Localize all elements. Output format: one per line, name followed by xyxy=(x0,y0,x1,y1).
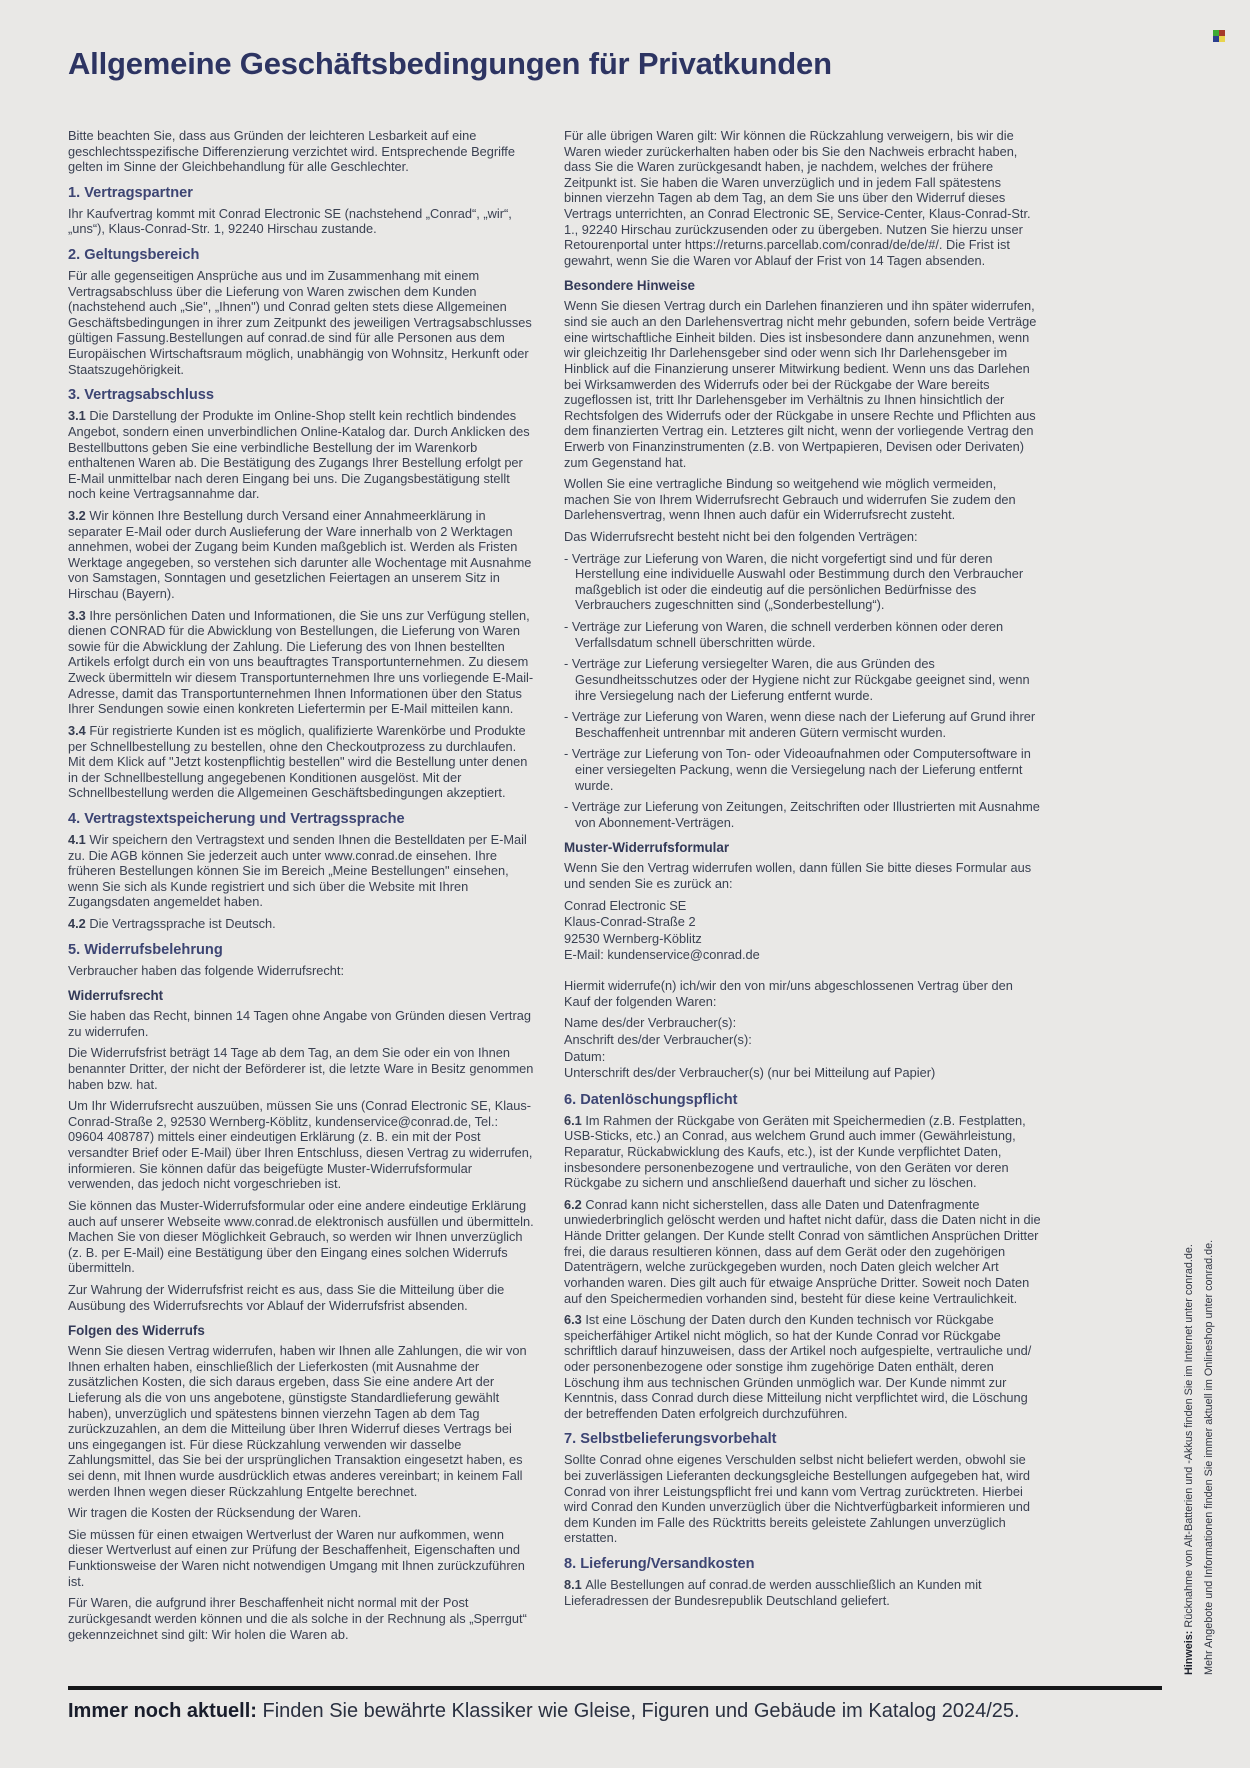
dash-list-item: - Verträge zur Lieferung von Waren, die schnell verderben können oder deren Verfallsdatum schnell überschritten würde. xyxy=(564,619,1004,650)
paragraph: Sollte Conrad ohne eigenes Verschulden selbst nicht beliefert werden, obwohl sie bei zuverlässigen Lieferanten deckungsgleiche Bestellungen aufgegeben hat, wird Conrad von ihrer Leistungspflicht frei und kann vom Vertrag zurücktreten. Hierbei wird Conrad den Kunden unverzüglich über die Nichtverfügbarkeit informieren und dem Kunden im Falle des Rücktritts bereits geleistete Zahlungen unverzüglich erstatten. xyxy=(564,1452,1030,1546)
paragraph: Wir tragen die Kosten der Rücksendung der Waren. xyxy=(68,1505,362,1521)
terms-content xyxy=(68,128,1042,1673)
right-column xyxy=(564,128,1042,1673)
paragraph: 3.1 Die Darstellung der Produkte im Online-Shop stellt kein rechtlich bindendes Angebot, sondern einen unverbindlichen Online-Katalog dar. Durch Anklicken des Bestellbuttons geben Sie eine verbindliche Bestellung der im Warenkorb enthaltenen Waren ab. Die Bestätigung des Zugangs Ihrer Bestellung erfolgt per E-Mail unmittelbar nach deren Eingang bei uns. Die Zugangsbestätigung stellt noch keine Vertragsannahme dar. xyxy=(68,408,530,502)
section-heading: 4. Vertragstextspeicherung und Vertragssprache xyxy=(68,810,405,827)
paragraph: Für alle gegenseitigen Ansprüche aus und im Zusammenhang mit einem Vertragsabschluss über die Lieferung von Waren zwischen dem Kunden (nachstehend auch „Sie", „Ihnen") und Conrad gelten stets diese Allgemeinen Geschäftsbedingungen in ihrer zum Zeitpunkt des jeweiligen Vertragsabschlusses gültigen Fassung.Bestellungen auf conrad.de sind für alle Personen aus dem Europäischen Wirtschaftsraum möglich, unabhängig von Wohnsitz, Herkunft oder Staatszugehörigkeit. xyxy=(68,268,532,377)
paragraph: Sie haben das Recht, binnen 14 Tagen ohne Angabe von Gründen diesen Vertrag zu widerrufen. xyxy=(68,1008,531,1039)
section-heading: 1. Vertragspartner xyxy=(68,184,193,201)
paragraph: Wenn Sie den Vertrag widerrufen wollen, dann füllen Sie bitte dieses Formular aus und senden Sie es zurück an: xyxy=(564,860,1032,891)
footer-divider xyxy=(68,1686,1162,1690)
color-grid-cell-yellow xyxy=(1219,36,1225,42)
paragraph: Für Waren, die aufgrund ihrer Beschaffenheit nicht normal mit der Post zurückgesandt werden können und die als solche in der Rechnung als „Sperrgut“ gekennzeichnet sind gilt: Wir holen die Waren ab. xyxy=(68,1595,527,1642)
footer-highlight: Immer noch aktuell: xyxy=(68,1700,257,1722)
sub-heading: Widerrufsrecht xyxy=(68,988,164,1004)
address-block: Name des/der Verbraucher(s): Anschrift des/der Verbraucher(s): Datum: Unterschrift des/der Verbraucher(s) (nur bei Mitteilung auf Papier) xyxy=(564,1015,936,1081)
side-note-vertical xyxy=(1180,1140,1228,1675)
footer-message: Finden Sie bewährte Klassiker wie Gleise, Figuren und Gebäude im Katalog 2024/25. xyxy=(256,1700,1020,1722)
dash-list xyxy=(564,551,1042,831)
paragraph: Für alle übrigen Waren gilt: Wir können die Rückzahlung verweigern, bis wir die Waren wieder zurückerhalten haben oder bis Sie den Nachweis erbracht haben, dass Sie die Waren zurückgesandt haben, je nachdem, welches der frühere Zeitpunkt ist. Sie haben die Waren unverzüglich und in jedem Fall spätestens binnen vierzehn Tagen ab dem Tag, an dem Sie uns über den Widerruf dieses Vertrags unterrichten, an Conrad Electronic SE, Service-Center, Klaus-Conrad-Str. 1., 92240 Hirschau zurückzusenden oder zu übergeben. Nutzen Sie hierzu unser Retourenportal unter https://returns.parcellab.com/conrad/de/de/#/. Die Frist ist gewahrt, wenn Sie die Waren vor Ablauf der Frist von 14 Tagen absenden. xyxy=(564,128,1031,268)
paragraph: 6.3 Ist eine Löschung der Daten durch den Kunden technisch vor Rückgabe speicherfähiger Artikel nicht möglich, so hat der Kunde Conrad vor Rückgabe schriftlich darauf hinzuweisen, dass der Artikel noch aufgespielte, vertrauliche und/ oder personenbezogene oder sonstige ihm zugehörige Daten enthält, deren Löschung ihm aus technischen Gründen unmöglich war. Der Kunde nimmt zur Kenntnis, dass Conrad durch diese Mitteilung nicht verpflichtet wird, die Löschung der betreffenden Daten erfolgreich durchzuführen. xyxy=(564,1312,1032,1421)
sub-heading: Muster-Widerrufsformular xyxy=(564,840,730,856)
paragraph: 6.2 Conrad kann nicht sicherstellen, dass alle Daten und Datenfragmente unwiederbringlich gelöscht werden und haftet nicht dafür, dass die Daten nicht in die Hände Dritter gelangen. Der Kunde stellt Conrad von sämtlichen Ansprüchen Dritter frei, die daraus resultieren können, dass auf dem Gerät oder den zugehörigen Datenträgern, welche zurückgegeben wurden, noch Daten gleich welcher Art vorhanden waren. Dies gilt auch für etwaige Ansprüche Dritter. Soweit noch Daten auf den Speichermedien vorhanden sind, besteht für diese keine Vertraulichkeit. xyxy=(564,1196,1041,1306)
paragraph: 4.1 Wir speichern den Vertragstext und senden Ihnen die Bestelldaten per E-Mail zu. Die AGB können Sie jederzeit auch unter www.conrad.de einsehen. Ihre früheren Bestellungen können Sie im Bereich „Meine Bestellungen" einsehen, wenn Sie sich als Kunde registriert und sich über die Website mit Ihren Zugangsdaten angemeldet haben. xyxy=(68,831,527,910)
section-heading: 6. Datenlöschungspflicht xyxy=(564,1091,738,1108)
dash-list-item: - Verträge zur Lieferung von Zeitungen, Zeitschriften oder Illustrierten mit Ausnahme von Abonnement-Verträgen. xyxy=(564,799,1040,830)
paragraph: Wenn Sie diesen Vertrag durch ein Darlehen finanzieren und ihn später widerrufen, sind sie auch an den Darlehensvertrag nicht mehr gebunden, sofern beide Verträge eine wirtschaftliche Einheit bilden. Dies ist insbesondere dann anzunehmen, wenn wir gleichzeitig Ihr Darlehensgeber sind oder wenn sich Ihr Darlehensgeber im Hinblick auf die Finanzierung unserer Mitwirkung bedient. Wenn uns das Darlehen bei Wirksamwerden des Widerrufs oder bei der Rückgabe der Ware bereits zugeflossen ist, tritt Ihr Darlehensgeber im Verhältnis zu Ihnen hinsichtlich der Rechtsfolgen des Widerrufs oder der Rückgabe in unsere Rechte und Pflichten aus dem finanzierten Vertrag ein. Letzteres gilt nicht, wenn der vorliegende Vertrag den Erwerb von Finanzinstrumenten (z.B. von Wertpapieren, Devisen oder Derivaten) zum Gegenstand hat. xyxy=(564,298,1037,470)
paragraph: Sie müssen für einen etwaigen Wertverlust der Waren nur aufkommen, wenn dieser Wertverlust auf einen zur Prüfung der Beschaffenheit, Eigenschaften und Funktionsweise der Waren nicht notwendigen Umgang mit Ihnen zurückzuführen ist. xyxy=(68,1526,525,1589)
paragraph: Ihr Kaufvertrag kommt mit Conrad Electronic SE (nachstehend „Conrad“, „wir“, „uns“), Klaus-Conrad-Str. 1, 92240 Hirschau zustande. xyxy=(68,205,512,237)
side-note-line-hinweis: Hinweis: Rücknahme von Alt-Batterien und -Akkus finden Sie im Internet unter conrad.de. xyxy=(1183,1244,1195,1675)
section-heading: 5. Widerrufsbelehrung xyxy=(68,941,223,958)
paragraph: Wenn Sie diesen Vertrag widerrufen, haben wir Ihnen alle Zahlungen, die wir von Ihnen erhalten haben, einschließlich der Lieferkosten (mit Ausnahme der zusätzlichen Kosten, die sich daraus ergeben, dass Sie eine andere Art der Lieferung als die von uns angebotene, günstigste Standardlieferung gewählt haben), unverzüglich und spätestens binnen vierzehn Tagen ab dem Tag zurückzuzahlen, an dem die Mitteilung über Ihren Widerruf dieses Vertrags bei uns eingegangen ist. Für diese Rückzahlung verwenden wir dasselbe Zahlungsmittel, das Sie bei der ursprünglichen Transaktion eingesetzt haben, es sei denn, mit Ihnen wurde ausdrücklich etwas anderes vereinbart; in keinem Fall werden Ihnen wegen dieser Rückzahlung Entgelte berechnet. xyxy=(68,1343,527,1499)
dash-list-item: - Verträge zur Lieferung von Waren, wenn diese nach der Lieferung auf Grund ihrer Beschaffenheit untrennbar mit anderen Gütern vermischt wurden. xyxy=(564,709,1036,740)
footer-banner xyxy=(68,1700,1168,1723)
paragraph: Hiermit widerrufe(n) ich/wir den von mir/uns abgeschlossenen Vertrag über den Kauf der folgenden Waren: xyxy=(564,978,1013,1009)
sub-heading: Besondere Hinweise xyxy=(564,278,695,294)
paragraph: Sie können das Muster-Widerrufsformular oder eine andere eindeutige Erklärung auch auf unserer Webseite www.conrad.de elektronisch ausfüllen und übermitteln. Machen Sie von dieser Möglichkeit Gebrauch, so werden wir Ihnen unverzüglich (z. B. per E-Mail) eine Bestätigung über den Eingang eines solchen Widerrufs übermitteln. xyxy=(68,1197,534,1276)
paragraph: Das Widerrufsrecht besteht nicht bei den folgenden Verträgen: xyxy=(564,529,918,545)
paragraph: Bitte beachten Sie, dass aus Gründen der leichteren Lesbarkeit auf eine geschlechtsspezifische Differenzierung verzichtet wird. Entsprechende Begriffe gelten im Sinne der Gleichbehandlung für alle Geschlechter. xyxy=(68,128,515,175)
paragraph: Verbraucher haben das folgende Widerrufsrecht: xyxy=(68,962,345,978)
dash-list-item: - Verträge zur Lieferung von Waren, die nicht vorgefertigt sind und für deren Herstellung eine individuelle Auswahl oder Bestimmung durch den Verbraucher maßgeblich ist oder die eindeutig auf die persönlichen Bedürfnisse des Verbrauchers zugeschnitten sind („Sonderbestellung“). xyxy=(564,550,1024,613)
section-heading: 3. Vertragsabschluss xyxy=(68,387,215,404)
page-title: Allgemeine Geschäftsbedingungen für Privatkunden xyxy=(68,46,832,81)
side-note-line-angebote: Mehr Angebote und Informationen finden Sie immer aktuell im Onlineshop unter conrad.de. xyxy=(1202,1239,1215,1675)
left-column xyxy=(68,128,536,1673)
section-heading: 2. Geltungsbereich xyxy=(68,247,200,264)
paragraph: 8.1 Alle Bestellungen auf conrad.de werden ausschließlich an Kunden mit Lieferadressen der Bundesrepublik Deutschland geliefert. xyxy=(564,1577,982,1608)
paragraph: 3.3 Ihre persönlichen Daten und Informationen, die Sie uns zur Verfügung stellen, dienen CONRAD für die Abwicklung von Bestellungen, die Lieferung von Waren sowie für die Abwicklung der Zahlung. Die Lieferung des von Ihnen bestellten Artikels erfolgt durch ein von uns beauftragtes Transportunternehmen. Zu diesem Zweck übermitteln wir diesem Transportunternehmen Ihre uns vorliegende E-Mail-Adresse, damit das Transportunternehmen Ihnen Informationen über den Status Ihrer Sendungen sowie einen konkreten Liefertermin per E-Mail mitteilen kann. xyxy=(68,607,534,717)
paragraph: 3.2 Wir können Ihre Bestellung durch Versand einer Annahmeerklärung in separater E-Mail oder durch Auslieferung der Ware innerhalb von 2 Werktagen annehmen, wobei der Zugang beim Kunden maßgeblich ist. Werden als Fristen Werktage angegeben, so verstehen sich darunter alle Wochentage mit Ausnahme von Samstagen, Sonntagen und gesetzlichen Feiertagen an unserem Sitz in Hirschau (Bayern). xyxy=(68,507,532,602)
paragraph: Zur Wahrung der Widerrufsfrist reicht es aus, dass Sie die Mitteilung über die Ausübung des Widerrufsrechts vor Ablauf der Widerrufsfrist absenden. xyxy=(68,1281,505,1313)
paragraph: 6.1 Im Rahmen der Rückgabe von Geräten mit Speichermedien (z.B. Festplatten, USB-Sticks, etc.) an Conrad, aus welchem Grund auch immer (Gewährleistung, Reparatur, Rückabwicklung des Kaufs, etc.), ist der Kunde verpflichtet Daten, insbesondere personenbezogene und vertrauliche, von den Geräten vor deren Rückgabe zu sichern und anschließend dauerhaft und sicher zu löschen. xyxy=(564,1112,1026,1191)
section-heading: 8. Lieferung/Versandkosten xyxy=(564,1556,755,1573)
paragraph: 3.4 Für registrierte Kunden ist es möglich, qualifizierte Warenkörbe und Produkte per Schnellbestellung zu bestellen, ohne den Checkoutprozess zu durchlaufen. Mit dem Klick auf "Jetzt kostenpflichtig bestellen" wird die Bestellung unter denen in der Schnellbestellung angegebenen Konditionen ausgelöst. Mit der Schnellbestellung werden die Allgemeinen Geschäftsbedingungen akzeptiert. xyxy=(68,722,528,801)
paragraph: Wollen Sie eine vertragliche Bindung so weitgehend wie möglich vermeiden, machen Sie von Ihrem Widerrufsrecht Gebrauch und widerrufen Sie zudem den Darlehensvertrag, wenn Ihnen auch dafür ein Widerrufsrecht zusteht. xyxy=(564,476,1016,523)
color-grid-icon xyxy=(1213,30,1225,42)
paragraph: 4.2 Die Vertragssprache ist Deutsch. xyxy=(68,915,276,931)
sub-heading: Folgen des Widerrufs xyxy=(68,1323,205,1339)
paragraph: Die Widerrufsfrist beträgt 14 Tage ab dem Tag, an dem Sie oder ein von Ihnen benannter Dritter, der nicht der Beförderer ist, die letzte Ware in Besitz genommen haben bzw. hat. xyxy=(68,1045,534,1092)
dash-list-item: - Verträge zur Lieferung von Ton- oder Videoaufnahmen oder Computersoftware in einer versiegelten Packung, wenn die Versiegelung nach der Lieferung entfernt wurde. xyxy=(564,746,1031,793)
dash-list-item: - Verträge zur Lieferung versiegelter Waren, die aus Gründen des Gesundheitsschutzes oder der Hygiene nicht zur Rückgabe geeignet sind, wenn ihre Versiegelung nach der Lieferung entfernt wurde. xyxy=(564,656,1030,703)
paragraph: Um Ihr Widerrufsrecht auszuüben, müssen Sie uns (Conrad Electronic SE, Klaus-Conrad-Straße 2, 92530 Wernberg-Köblitz, kundenservice@conrad.de, Tel.: 09604 408787) mittels einer eindeutigen Erklärung (z. B. ein mit der Post versandter Brief oder E-Mail) über Ihren Entschluss, diesen Vertrag zu widerrufen, informieren. Sie können dafür das beigefügte Muster-Widerrufsformular verwenden, das jedoch nicht vorgeschrieben ist. xyxy=(68,1098,533,1192)
section-heading: 7. Selbstbelieferungsvorbehalt xyxy=(564,1431,777,1448)
address-block: Conrad Electronic SE Klaus-Conrad-Straße 2 92530 Wernberg-Köblitz E-Mail: kundenservice@conrad.de xyxy=(564,897,760,963)
